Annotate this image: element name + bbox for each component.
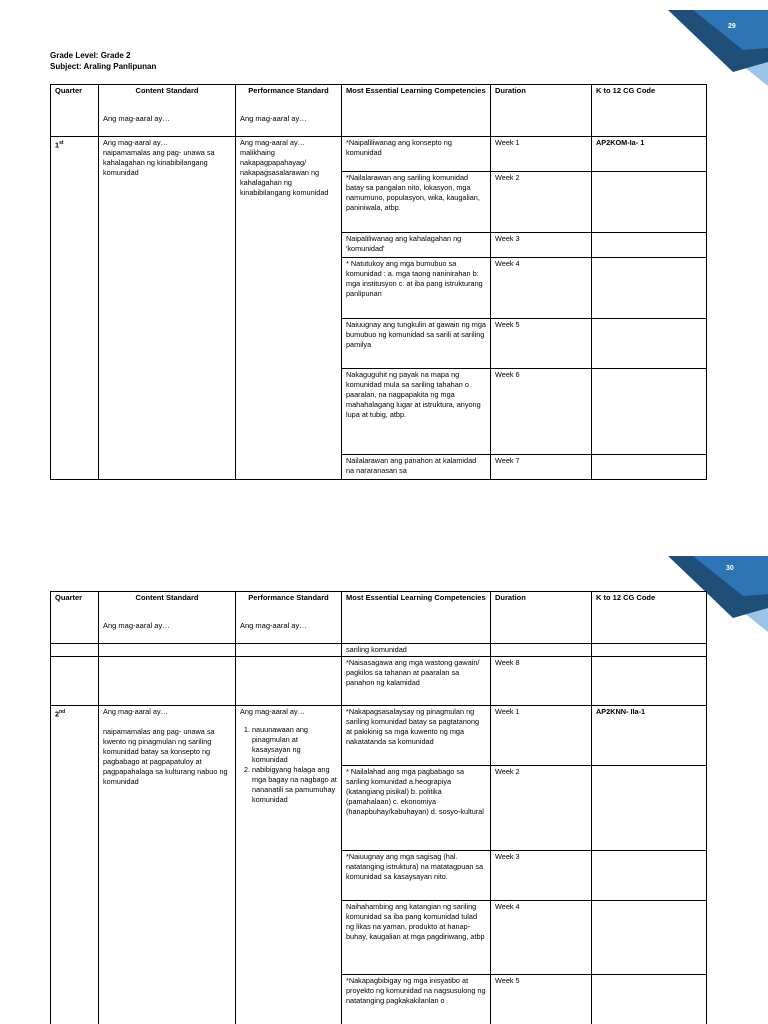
duration-cell: Week 5 — [491, 975, 592, 1024]
col-performance-standard: Performance Standard Ang mag-aaral ay… — [236, 592, 342, 644]
melc-cell: *Nailalarawan ang sariling komunidad batay sa pangalan nito, lokasyon, mga namumuno, populasyon, wika, kaugalian, paniniwala, atbp. — [342, 172, 491, 233]
performance-standard-cell: Ang mag-aaral ay… malikhaing nakapagpapahayag/ nakapagsasalarawan ng kahalagahan ng kinabibilangang komunidad — [236, 137, 342, 480]
quarter-cell — [51, 644, 99, 657]
curriculum-table — [50, 591, 707, 1024]
melc-cell: *Nakapagsasalaysay ng pinagmulan ng sariling komunidad batay sa pagtatanong at pakikinig sa mga kuwento ng mga nakatatanda sa komunidad — [342, 706, 491, 766]
col-code: K to 12 CG Code — [592, 85, 707, 137]
duration-cell: Week 1 — [491, 706, 592, 766]
performance-list — [240, 725, 337, 805]
quarter-cell: 1st — [51, 137, 99, 480]
document-meta — [50, 50, 156, 72]
page-number: 29 — [728, 23, 736, 30]
melc-cell: Naipaliliwanag ang kahalagahan ng 'komunidad' — [342, 233, 491, 258]
col-code: K to 12 CG Code — [592, 592, 707, 644]
page-30 — [0, 512, 768, 1024]
col-quarter: Quarter — [51, 592, 99, 644]
code-cell: AP2KOM-Ia- 1 — [592, 137, 707, 172]
content-standard-cell: Ang mag-aaral ay… naipamamalas ang pag- unawa sa kwento ng pinagmulan ng sariling komunidad batay sa konsepto ng pagbabago at pagpapatuloy at pagpapahalaga sa kulturang nabuo ng komunidad — [99, 706, 236, 1024]
duration-cell: Week 2 — [491, 172, 592, 233]
duration-cell: Week 7 — [491, 455, 592, 480]
melc-cell: *Nakapagbibigay ng mga inisyatibo at proyekto ng komunidad na nagsusulong ng natatanging pagkakakilanlan o — [342, 975, 491, 1024]
header-row — [51, 592, 707, 644]
list-item: 2. nabibigyang halaga ang mga bagay na nagbago at nananatili sa pamumuhay komunidad — [252, 765, 337, 805]
melc-cell: Nailalarawan ang panahon at kalamidad na nararanasan sa — [342, 455, 491, 480]
code-cell — [592, 258, 707, 319]
melc-cell: Naiuugnay ang tungkulin at gawain ng mga bumubuo ng komunidad sa sarili at sariling pamilya — [342, 319, 491, 369]
melc-cell: * Nailalahad ang mga pagbabago sa sariling komunidad a.heograpiya (katangiang pisikal) b. politika (pamahalaan) c. ekonomiya (hanapbuhay/kabuhayan) d. sosyo-kultural — [342, 766, 491, 851]
col-duration: Duration — [491, 85, 592, 137]
content-standard-cell — [99, 657, 236, 706]
code-cell — [592, 455, 707, 480]
melc-cell: * Natutukoy ang mga bumubuo sa komunidad : a. mga taong naninirahan b: mga institusyon c. at iba pang istrukturang panlipunan — [342, 258, 491, 319]
table-row — [51, 644, 707, 657]
content-standard-cell — [99, 644, 236, 657]
duration-cell: Week 1 — [491, 137, 592, 172]
melc-cell: sariling komunidad — [342, 644, 491, 657]
col-quarter: Quarter — [51, 85, 99, 137]
table-row — [51, 657, 707, 706]
code-cell: AP2KNN- IIa-1 — [592, 706, 707, 766]
table-row — [51, 706, 707, 766]
melc-cell: *Naipaliliwanag ang konsepto ng komunidad — [342, 137, 491, 172]
col-melc: Most Essential Learning Competencies — [342, 85, 491, 137]
duration-cell: Week 8 — [491, 657, 592, 706]
duration-cell: Week 5 — [491, 319, 592, 369]
melc-cell: Naihahambing ang katangian ng sariling komunidad sa iba pang komunidad tulad ng likas na yaman, produkto at hanap-buhay, kaugalian at mga pagdiriwang, atbp — [342, 901, 491, 975]
code-cell — [592, 975, 707, 1024]
code-cell — [592, 851, 707, 901]
subject: Subject: Araling Panlipunan — [50, 62, 157, 71]
duration-cell: Week 4 — [491, 258, 592, 319]
col-content-standard: Content Standard Ang mag-aaral ay… — [99, 592, 236, 644]
duration-cell: Week 6 — [491, 369, 592, 455]
duration-cell: Week 4 — [491, 901, 592, 975]
code-cell — [592, 766, 707, 851]
duration-cell: Week 2 — [491, 766, 592, 851]
quarter-cell: 2nd — [51, 706, 99, 1024]
melc-cell: *Naiuugnay ang mga sagisag (hal. natatanging istruktura) na matatagpuan sa komunidad sa kasaysayan nito. — [342, 851, 491, 901]
corner-decoration — [638, 0, 768, 90]
curriculum-table — [50, 84, 707, 480]
melc-cell: *Naisasagawa ang mga wastong gawain/ pagkilos sa tahanan at paaralan sa panahon ng kalamidad — [342, 657, 491, 706]
col-performance-standard: Performance Standard Ang mag-aaral ay… — [236, 85, 342, 137]
col-melc: Most Essential Learning Competencies — [342, 592, 491, 644]
performance-standard-cell — [236, 657, 342, 706]
melc-cell: Nakaguguhit ng payak na mapa ng komunidad mula sa sariling tahahan o paaralan, na nagpapakita ng mga mahahalagang lugar at istruktura, anyong lupa at tubig, atbp. — [342, 369, 491, 455]
list-item: 1. nauunawaan ang pinagmulan at kasaysayan ng komunidad — [252, 725, 337, 765]
quarter-cell — [51, 657, 99, 706]
duration-cell — [491, 644, 592, 657]
code-cell — [592, 369, 707, 455]
page-number: 30 — [726, 565, 734, 572]
col-duration: Duration — [491, 592, 592, 644]
col-content-standard: Content Standard Ang mag-aaral ay… — [99, 85, 236, 137]
code-cell — [592, 644, 707, 657]
code-cell — [592, 319, 707, 369]
code-cell — [592, 172, 707, 233]
grade-level: Grade Level: Grade 2 — [50, 51, 131, 60]
content-standard-cell: Ang mag-aaral ay… naipamamalas ang pag- unawa sa kahalagahan ng kinabibilangang komunidad — [99, 137, 236, 480]
code-cell — [592, 657, 707, 706]
duration-cell: Week 3 — [491, 233, 592, 258]
code-cell — [592, 901, 707, 975]
header-row — [51, 85, 707, 137]
performance-standard-cell — [236, 644, 342, 657]
table-row — [51, 137, 707, 172]
performance-standard-cell: Ang mag-aaral ay… 1. nauunawaan ang pinagmulan at kasaysayan ng komunidad 2. nabibigyang halaga ang mga bagay na nagbago at nananatili sa pamumuhay komunidad — [236, 706, 342, 1024]
duration-cell: Week 3 — [491, 851, 592, 901]
code-cell — [592, 233, 707, 258]
